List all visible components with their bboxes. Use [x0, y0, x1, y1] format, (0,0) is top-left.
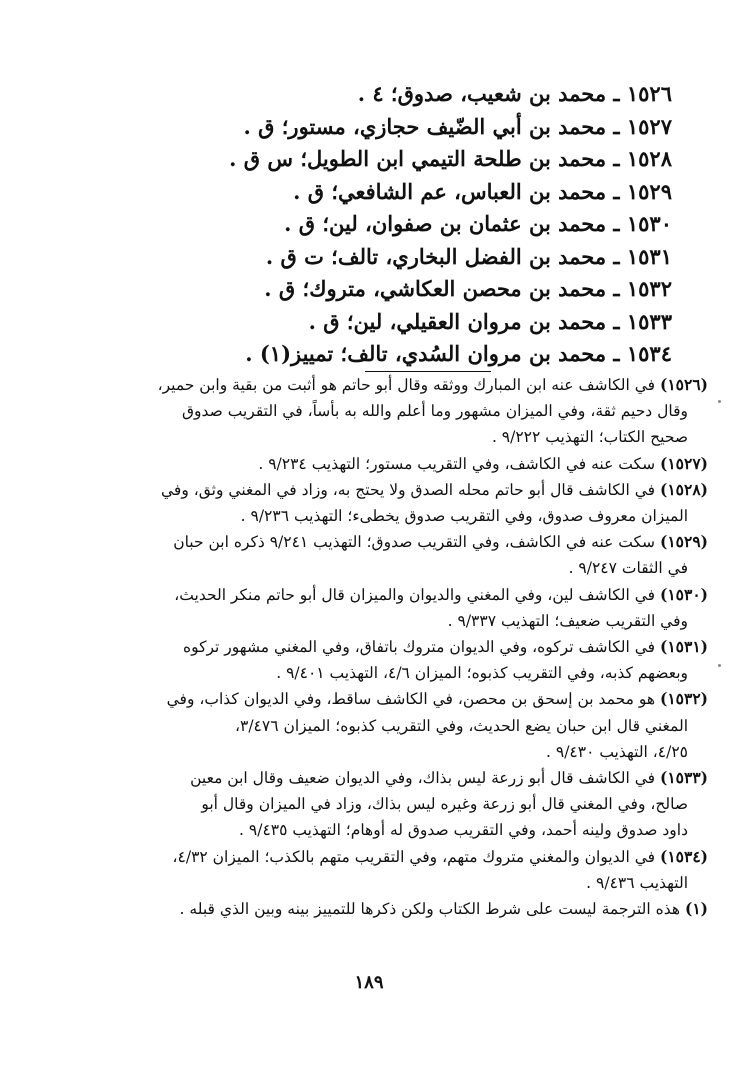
footnote-line: وبعضهم كذبه، وفي التقريب كذبوه؛ الميزان ٤/٦، التهذيب ٩/٤٠١ . [276, 664, 688, 683]
footnote-number: (١٥٣٤) [660, 846, 708, 866]
footnote-line: هذه الترجمة ليست على شرط الكتاب ولكن ذكرها للتمييز بينه وبين الذي قبله . [179, 900, 681, 919]
entry: ١٥٢٦ ـ محمد بن شعيب، صدوق؛ ٤ . [357, 81, 672, 106]
footnote-number: (١٥٢٦) [660, 375, 708, 394]
footnote-line: في الثقات ٩/٢٤٧ . [568, 559, 688, 578]
footnote-number: (١) [684, 899, 708, 919]
page-number: ١٨٩ [354, 972, 384, 993]
footnote [128, 634, 708, 686]
footnote-line: في الكاشف تركوه، وفي الديوان متروك باتفاق، وفي المغني مشهور تركوه [183, 638, 656, 657]
entry: ١٥٢٩ ـ محمد بن العباس، عم الشافعي؛ ق . [293, 178, 672, 204]
entry: ١٥٢٧ ـ محمد بن أبي الضّيف حجازي، مستور؛ ق . [243, 113, 672, 139]
footnote-line: سكت عنه في الكاشف، وفي التقريب مستور؛ التهذيب ٩/٢٣٤ . [258, 454, 656, 473]
footnote-line: في الكاشف عنه ابن المبارك ووثقه وقال أبو حاتم هو أثبت من بقية وابن حمير، [157, 376, 656, 394]
footnote [128, 686, 708, 765]
entries-list [112, 78, 672, 371]
footnote-line: هو محمد بن إسحق بن محصن، في الكاشف ساقط، وفي الديوان كذاب، وفي [166, 690, 656, 709]
footnote [128, 477, 708, 529]
entry: ١٥٣٤ ـ محمد بن مروان السُدي، تالف؛ تمييز(١) . [245, 341, 672, 366]
footnote-line: صحيح الكتاب؛ التهذيب ٩/٢٢٢ . [491, 428, 688, 447]
entry: ١٥٣٠ ـ محمد بن عثمان بن صفوان، لين؛ ق . [284, 211, 672, 236]
footnote-number: (١٥٣٢) [660, 689, 708, 709]
footnote-line: داود صدوق ولينه أحمد، وفي التقريب صدوق له أوهام؛ التهذيب ٩/٤٣٥ . [239, 821, 688, 840]
entry: ١٥٣٣ ـ محمد بن مروان العقيلي، لين؛ ق . [308, 308, 672, 334]
footnote-line: التهذيب ٩/٤٣٦ . [586, 873, 688, 892]
footnote-line: سكت عنه في الكاشف، وفي التقريب صدوق؛ التهذيب ٩/٢٤١ ذكره ابن حبان [173, 533, 656, 552]
footnote-number: (١٥٢٧) [660, 453, 708, 473]
footnote-line: في الكاشف قال أبو زرعة ليس بذاك، وفي الديوان ضعيف وقال ابن معين [190, 769, 656, 788]
footnote-line: في الكاشف قال أبو حاتم محله الصدق ولا يحتج به، وزاد في المغني وثق، وفي [161, 480, 656, 499]
footnote [128, 372, 708, 451]
entry: ١٥٣٢ ـ محمد بن محصن العكاشي، متروك؛ ق . [264, 276, 672, 301]
footnote [128, 896, 708, 922]
footnote-line: المغني قال ابن حبان يضع الحديث، وفي التقريب كذبوه؛ الميزان ٣/٤٧٦، [234, 716, 688, 735]
scan-speck [718, 400, 721, 403]
scan-speck [718, 664, 721, 667]
footnote-number: (١٥٢٨) [660, 479, 708, 499]
entry: ١٥٣١ ـ محمد بن الفضل البخاري، تالف؛ ت ق . [265, 243, 672, 269]
entry: ١٥٢٨ ـ محمد بن طلحة التيمي ابن الطويل؛ س ق . [229, 146, 672, 171]
footnote [128, 582, 708, 634]
footnote-number: (١٥٣٣) [660, 768, 708, 788]
footnote-number: (١٥٢٩) [660, 532, 708, 552]
footnote-line: في الكاشف لين، وفي المغني والديوان والميزان قال أبو حاتم منكر الحديث، [174, 585, 656, 604]
footnote [128, 451, 708, 477]
footnote-line: وقال دحيم ثقة، وفي الميزان مشهور وما أعلم والله به بأساً، في التقريب صدوق [182, 402, 688, 421]
footnote [128, 844, 708, 896]
footnote-line: الميزان معروف صدوق، وفي التقريب صدوق يخطىء؛ التهذيب ٩/٢٣٦ . [240, 507, 688, 526]
footnote-line: صالح، وفي المغني قال أبو زرعة وغيره ليس بذاك، وزاد في الميزان وقال أبو [201, 795, 688, 814]
footnote-line: في الديوان والمغني متروك متهم، وفي التقريب متهم بالكذب؛ الميزان ٤/٣٢، [172, 847, 656, 866]
footnote-line: ٤/٢٥، التهذيب ٩/٤٣٠ . [546, 742, 688, 761]
footnotes [128, 372, 708, 922]
footnote-number: (١٥٣١) [660, 637, 708, 657]
footnote [128, 765, 708, 844]
footnote-number: (١٥٣٠) [660, 584, 708, 604]
footnote [128, 529, 708, 581]
footnote-line: وفي التقريب ضعيف؛ التهذيب ٩/٣٣٧ . [447, 611, 688, 630]
